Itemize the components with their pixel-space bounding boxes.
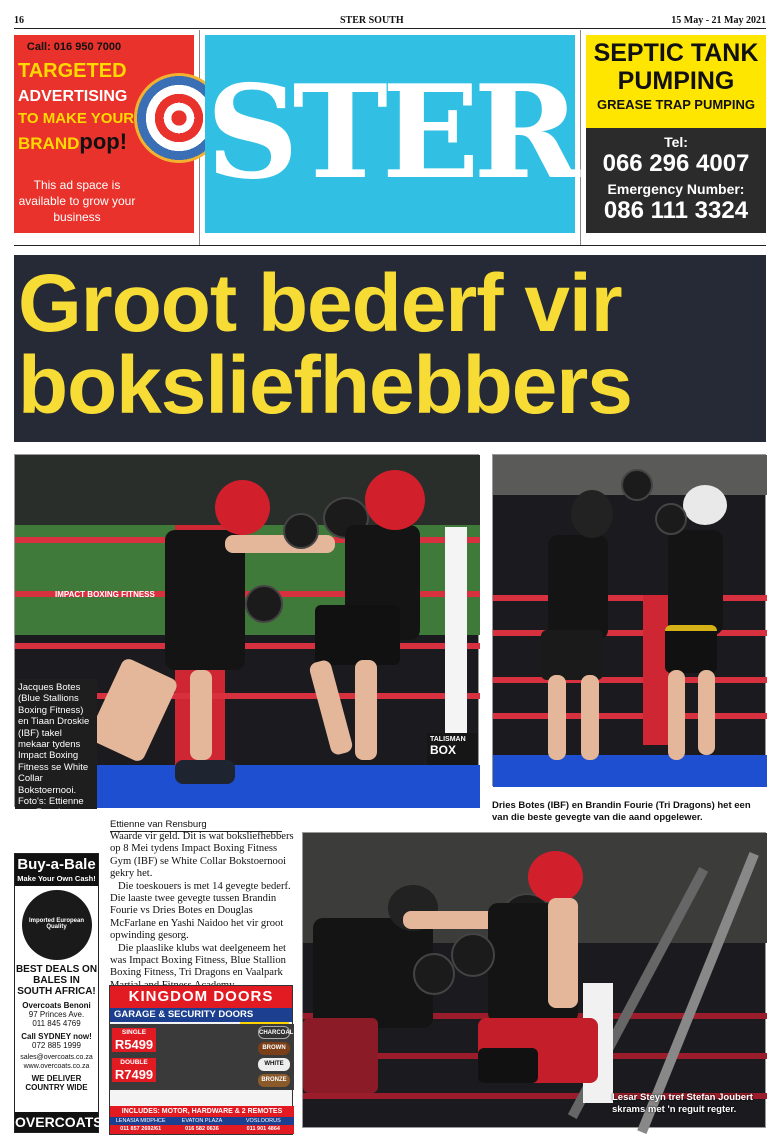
ad-subtitle: Make Your Own Cash!	[15, 874, 98, 886]
colour-swatch: WHITE	[258, 1058, 290, 1071]
logo-text: STER	[206, 58, 574, 208]
byline: Ettienne van Rensburg	[110, 819, 282, 832]
ad-sub-text: GARAGE & SECURITY DOORS	[114, 1009, 254, 1020]
column-divider	[580, 30, 581, 245]
publication-name: STER SOUTH	[340, 15, 404, 26]
ad-line	[18, 129, 128, 155]
ad-pop: pop!	[79, 129, 128, 154]
issue-date: 15 May - 21 May 2021	[671, 15, 766, 26]
photo-caption: Dries Botes (IBF) en Brandin Fourie (Tri Dragons) het een van die beste gevegte van die aand opgelewer.	[492, 800, 751, 823]
ster-logo	[205, 35, 575, 233]
ad-footer	[110, 1106, 294, 1134]
ad-subtitle	[110, 1008, 292, 1022]
boxing-photo-2	[492, 454, 766, 786]
tel-label: Tel:	[664, 134, 688, 150]
targeted-advertising-ad[interactable]	[14, 35, 194, 233]
article-paragraph: Waarde vir geld. Dit is wat boksliefhebbers op 8 Mei tydens Impact Boxing Fitness Gym (IBF) se White Collar Bokstoernooi gekry het.	[110, 831, 294, 880]
kingdom-doors-ad[interactable]	[109, 985, 293, 1135]
article-body	[110, 831, 296, 992]
ad-line: ADVERTISING	[18, 88, 128, 105]
emergency-number: 086 111 3324	[603, 197, 749, 224]
ad-web: www.overcoats.co.za	[23, 1063, 90, 1070]
branch-phone: 016 582 0636	[185, 1126, 219, 1132]
ad-phone: 011 845 4769	[32, 1019, 81, 1028]
branch-phone: 011 901 4864	[246, 1126, 280, 1132]
septic-tank-ad[interactable]	[586, 35, 766, 233]
ad-line: TO MAKE YOUR	[18, 110, 135, 127]
headline	[14, 255, 766, 442]
buy-a-bale-ad[interactable]	[14, 853, 103, 1133]
branch-phone: 011 857 2692/61	[120, 1126, 162, 1132]
photo-caption: Lesar Steyn tref Stefan Joubert skrams met 'n reguit regter.	[612, 1092, 753, 1115]
photo-caption: Jacques Botes (Blue Stallions Boxing Fitness) en Tiaan Droskie (IBF) takel mekaar tydens Impact Boxing Fitness se White Collar Bokstoernooi. Foto's: Ettienne van Rensburg	[15, 679, 97, 809]
ad-store: Overcoats Benoni	[22, 1001, 91, 1010]
single-price: R5499	[112, 1037, 156, 1052]
ad-mobile: 072 885 1999	[32, 1041, 81, 1050]
boxing-photo-1	[14, 454, 479, 819]
tel-number: 066 296 4007	[602, 150, 750, 177]
headline-line: Groot bederf vir	[18, 258, 622, 349]
article-paragraph: Die plaaslike klubs wat deelgeneem het was Impact Boxing Fitness, Blue Stallion Boxing Fitness, Tri Dragons en Vaalpark	[110, 942, 286, 979]
colour-swatch: BROWN	[258, 1042, 290, 1055]
ad-title: Buy-a-Bale	[15, 854, 98, 874]
ad-line: SEPTIC TANK	[593, 39, 759, 67]
headline-line: boksliefhebbers	[18, 340, 632, 431]
ad-small-text: This ad space is available to grow your business	[18, 178, 136, 224]
branch-name: EVATON PLAZA	[181, 1118, 223, 1124]
article-paragraph: Die toeskouers is met 14 gevegte bederf. Die laaste twee gevegte tussen Brandin Fourie vs Dries Botes en Douglas McFarlane en Yashi Naidoo het vir groot opwinding gesorg.	[110, 880, 291, 942]
ad-email: sales@overcoats.co.za	[20, 1054, 93, 1061]
ad-brand: KINGDOM DOORS	[110, 986, 292, 1008]
ad-phone: Call: 016 950 7000	[26, 41, 122, 53]
page-number: 16	[14, 15, 24, 26]
ad-line: PUMPING	[617, 67, 735, 95]
ad-includes: INCLUDES: MOTOR, HARDWARE & 2 REMOTES	[110, 1106, 294, 1117]
branch-name: LENASIA MIDPHCE	[115, 1118, 166, 1124]
ad-deal: BEST DEALS ON BALES IN SOUTH AFRICA!	[15, 964, 98, 997]
header-rule	[14, 28, 766, 29]
ad-brand: OVERCOATS	[15, 1114, 103, 1130]
single-label: SINGLE	[112, 1028, 156, 1037]
section-rule	[14, 245, 766, 246]
sponsor-board	[427, 733, 477, 765]
ad-address: 97 Princes Ave.	[28, 1010, 85, 1019]
sponsor-text: BOX	[430, 743, 457, 757]
boxing-photo-3	[302, 832, 766, 1128]
emergency-label: Emergency Number:	[607, 181, 745, 197]
double-price: R7499	[112, 1067, 156, 1082]
ad-deliver: WE DELIVER COUNTRY WIDE	[25, 1074, 88, 1092]
branch-name: VOSLOORUS	[245, 1118, 281, 1124]
sponsor-text: TALISMAN	[430, 736, 466, 743]
colour-swatch: CHARCOAL	[258, 1026, 290, 1039]
double-label: DOUBLE	[112, 1058, 156, 1067]
ad-brand: BRAND	[18, 134, 80, 153]
quality-seal-icon: Imported European Quality	[22, 890, 92, 960]
ring-banner: IMPACT BOXING FITNESS	[55, 590, 155, 599]
ad-line: GREASE TRAP PUMPING	[597, 97, 755, 112]
colour-swatch: BRONZE	[258, 1074, 290, 1087]
ad-line: TARGETED	[18, 60, 127, 82]
ad-call: Call SYDNEY now!	[21, 1032, 92, 1041]
door-panel	[110, 1024, 294, 1090]
